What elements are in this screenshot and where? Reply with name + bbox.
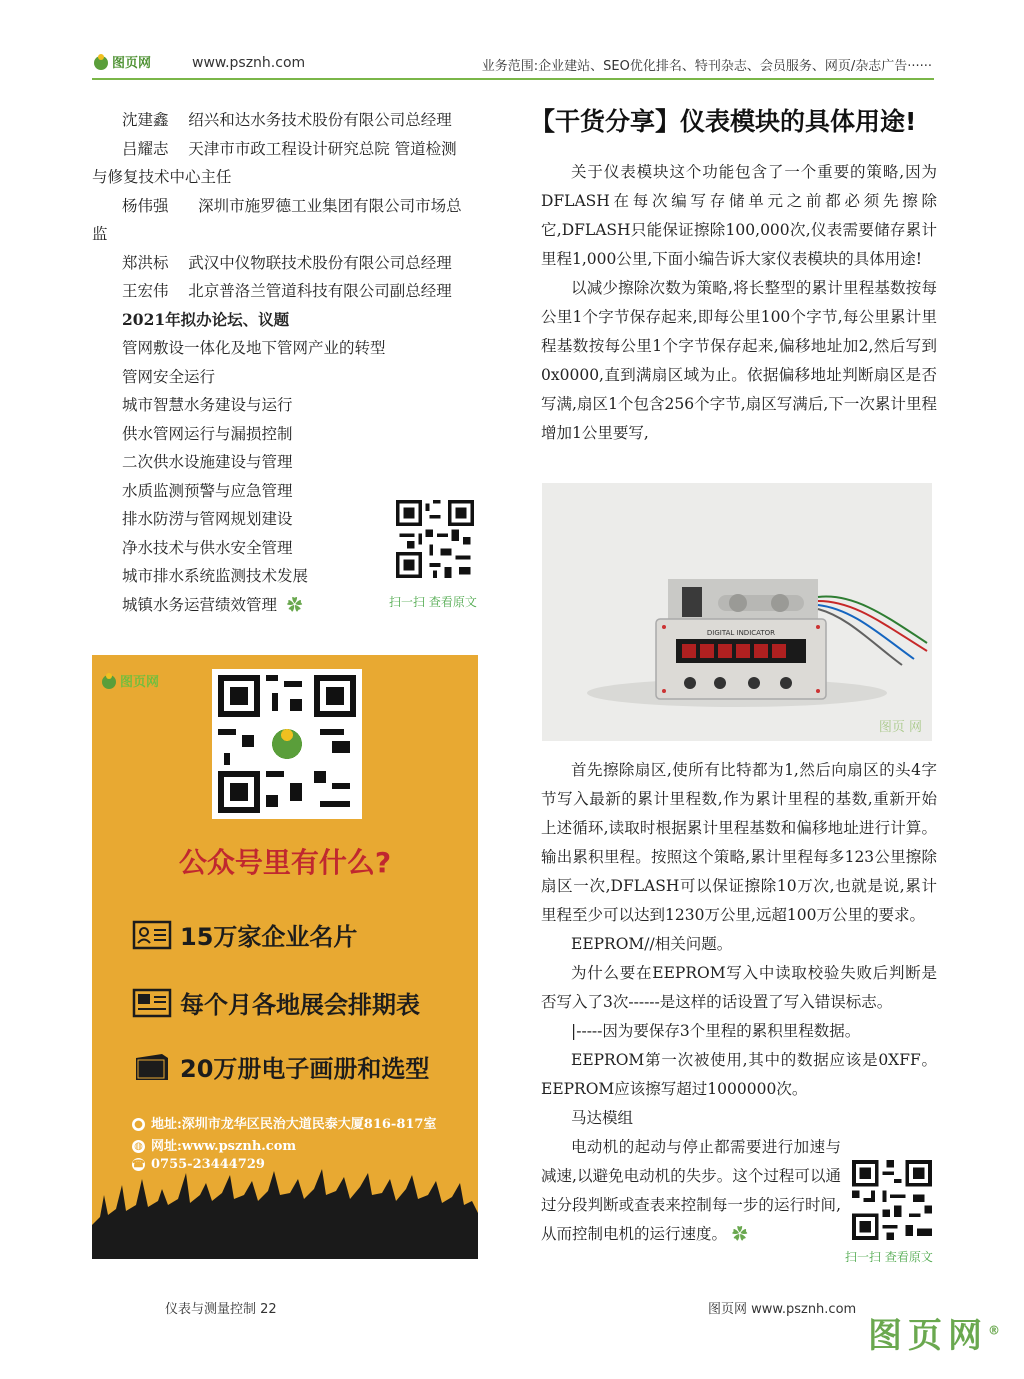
article-paragraph: EEPROM//相关问题。	[571, 935, 733, 953]
ad-title: 公众号里有什么?	[178, 846, 392, 879]
person-line-cont: 与修复技术中心主任	[92, 168, 232, 186]
topic-item: 净水技术与供水安全管理	[122, 538, 293, 557]
ad-phone: ☎ 0755-23444729	[132, 1157, 265, 1172]
article-paragraph: 电动机的起动与停止都需要进行加速与减速,以避免电动机的失步。这个过程可以通过分段判断或查表来控制每一步的运行时间,从而控制电机的运行速度。 ✿	[541, 1138, 841, 1243]
article-title: 【干货分享】仪表模块的具体用途!	[530, 107, 917, 136]
globe-icon: ◍	[132, 1140, 145, 1153]
end-mark-icon: ✿	[286, 595, 303, 614]
topic-item: 管网敷设一体化及地下管网产业的转型	[122, 339, 386, 357]
location-icon: ●	[132, 1118, 145, 1131]
article-paragraph: EEPROM第一次被使用,其中的数据应该是0XFF。EEPROM应该擦写超过1000000次。	[541, 1051, 937, 1098]
topic-item: 水质监测预警与应急管理	[122, 481, 293, 500]
digital-indicator-photo	[542, 483, 932, 741]
article-body-top	[541, 158, 937, 448]
ad-item: 15万家企业名片	[132, 917, 357, 956]
person-line: 郑洪标 武汉中仪物联技术股份有限公司总经理	[122, 253, 452, 272]
ad-website[interactable]: ◍ 网址:www.psznh.com	[132, 1135, 296, 1154]
topic-item: 城市智慧水务建设与运行	[122, 396, 293, 414]
ad-item: 每个月各地展会排期表	[132, 985, 420, 1024]
ad-item: 20万册电子画册和选型	[132, 1049, 429, 1088]
header-logo-text: 图页网	[112, 56, 152, 71]
business-card-icon	[132, 920, 172, 956]
topic-item: 管网安全运行	[122, 367, 216, 386]
ad-address: ● 地址:深圳市龙华区民治大道民泰大厦816-817室	[132, 1113, 436, 1132]
corner-watermark: 图页网®	[868, 1316, 1006, 1356]
footer-website[interactable]: 图页网 www.psznh.com	[708, 1302, 857, 1317]
person-line: 杨伟强 深圳市施罗德工业集团有限公司市场总	[122, 196, 462, 215]
article-paragraph: 关于仪表模块这个功能包含了一个重要的策略,因为DFLASH在每次编写存储单元之前都必须先擦除它,DFLASH只能保证擦除100,000次,仪表需要储存累计里程1,000公里,下面小编告诉大家仪表模块的具体用途!	[541, 163, 937, 268]
ad-logo	[100, 667, 170, 699]
topic-item: 二次供水设施建设与管理	[122, 453, 293, 471]
article-paragraph: |-----因为要保存3个里程的累积里程数据。	[571, 1022, 861, 1040]
qr-code-left[interactable]	[396, 500, 474, 578]
ad-logo-text: 图页网	[120, 675, 160, 690]
indicator-label: DIGITAL INDICATOR	[706, 629, 776, 637]
person-line: 吕耀志 天津市市政工程设计研究总院 管道检测	[122, 139, 457, 158]
article-paragraph: 为什么要在EEPROM写入中读取校验失败后判断是否写入了3次------是这样的话设置了写入错误标志。	[541, 964, 937, 1011]
article-paragraph: 首先擦除扇区,使所有比特都为1,然后向扇区的头4字节写入最新的累计里程数,作为累计里程的基数,重新开始上述循环,读取时根据累计里程基数和偏移地址进行计算。输出累积里程。按照这个策略,累计里程每多123公里擦除扇区一次,DFLASH可以保证擦除10万次,也就是说,累计里程至少可以达到1230万公里,远超100万公里的要求。	[541, 761, 937, 924]
phone-icon: ☎	[132, 1159, 145, 1170]
ad-qr-code[interactable]	[212, 669, 362, 819]
qr-caption-left: 扫一扫 查看原文	[389, 595, 477, 609]
ad-banner[interactable]	[92, 655, 478, 1259]
topic-item: 供水管网运行与漏损控制	[122, 424, 293, 443]
topic-item: 城镇水务运营绩效管理 ✿	[122, 595, 303, 614]
qr-code-right[interactable]	[852, 1160, 932, 1240]
header-url[interactable]: www.psznh.com	[192, 55, 306, 71]
crowd-silhouette-image	[92, 1165, 478, 1259]
album-icon	[132, 1052, 172, 1088]
schedule-icon	[132, 988, 172, 1024]
header-business-scope: 业务范围:企业建站、SEO优化排名、特刊杂志、会员服务、网页/杂志广告······	[481, 59, 932, 74]
person-line: 沈建鑫 绍兴和达水务技术股份有限公司总经理	[122, 111, 452, 129]
topic-item: 城市排水系统监测技术发展	[122, 567, 309, 585]
registered-mark: ®	[988, 1323, 1006, 1338]
header-logo[interactable]	[92, 48, 162, 76]
qr-caption-right: 扫一扫 查看原文	[845, 1250, 933, 1264]
article-paragraph: 马达模组	[571, 1109, 634, 1127]
forum-heading: 2021年拟办论坛、议题	[122, 309, 290, 329]
footer-publication: 仪表与测量控制 22	[165, 1302, 277, 1317]
end-mark-icon: ✿	[731, 1225, 748, 1243]
header-divider	[92, 78, 934, 80]
article-paragraph: 以减少擦除次数为策略,将长整型的累计里程基数按每公里1个字节保存起来,即每公里100个字节,每公里累计里程基数按每公里1个字节保存起来,偏移地址加2,然后写到0x0000,直到满扇区域为止。依据偏移地址判断扇区是否写满,扇区1个包含256个字节,扇区写满后,下一次累计里程增加1公里要写,	[541, 279, 937, 442]
topic-item: 排水防涝与管网规划建设	[122, 510, 293, 528]
person-line: 王宏伟 北京普洛兰管道科技有限公司副总经理	[122, 282, 452, 300]
person-line-cont: 监	[92, 225, 108, 243]
photo-watermark: 图页 网	[878, 720, 922, 735]
